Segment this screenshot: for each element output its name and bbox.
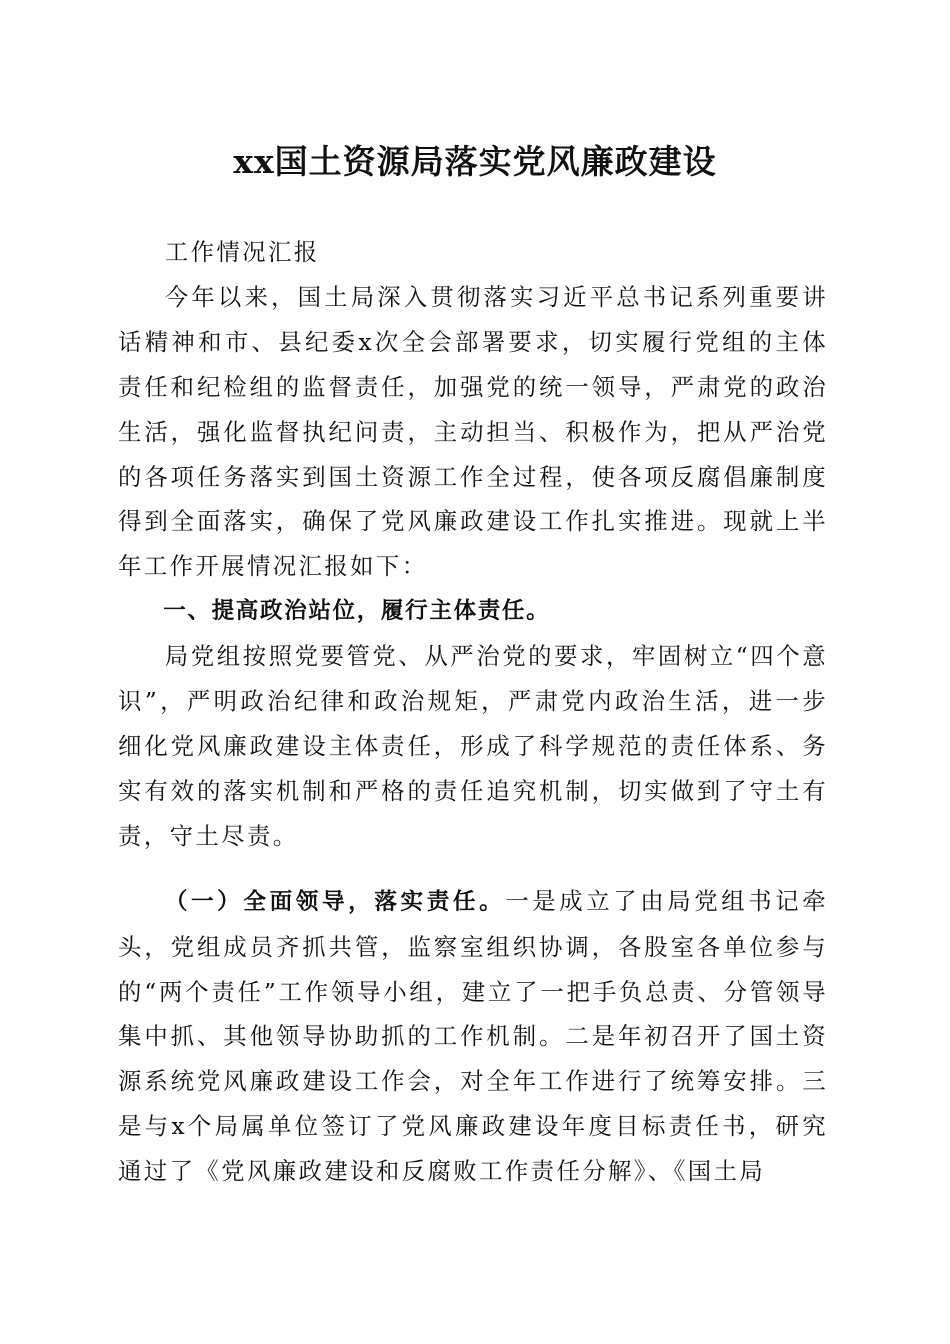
intro-paragraph: 今年以来，国土局深入贯彻落实习近平总书记系列重要讲话精神和市、县纪委x次全会部署要求，切实履行党组的主体责任和纪检组的监督责任，加强党的统一领导，严肃党的政治生活，强化监督执纪问责，主动担当、积极作为，把从严治党的各项任务落实到国土资源工作全过程，使各项反腐倡廉制度得到全面落实，确保了党风廉政建设工作扎实推进。现就上半年工作开展情况汇报如下：: [118, 282, 828, 581]
subsection-1-paragraph: [118, 879, 828, 1194]
section-1-paragraph: 局党组按照党要管党、从严治党的要求，牢固树立“四个意识”，严明政治纪律和政治规矩，严肃党内政治生活，进一步细化党风廉政建设主体责任，形成了科学规范的责任体系、务实有效的落实机制和严格的责任追究机制，切实做到了守土有责，守土尽责。: [118, 642, 828, 850]
document-subtitle: 工作情况汇报: [164, 238, 320, 266]
subsection-1-body: 一是成立了由局党组书记牵头，党组成员齐抓共管，监察室组织协调，各股室各单位参与的“两个责任”工作领导小组，建立了一把手负总责、分管领导集中抓、其他领导协助抓的工作机制。二是年初召开了国土资源系统党风廉政建设工作会，对全年工作进行了统筹安排。三是与x个局属单位签订了党风廉政建设年度目标责任书，研究通过了《党风廉政建设和反腐败工作责任分解》、《国土局: [118, 886, 828, 1186]
paragraph-spacer: [118, 859, 828, 879]
section-1-heading: 一、提高政治站位，履行主体责任。: [163, 598, 551, 625]
document-body: [118, 230, 828, 1194]
document-title: xx国土资源局落实党风廉政建设: [233, 142, 717, 181]
subsection-1-heading: （一）全面领导，落实责任。: [164, 888, 506, 915]
